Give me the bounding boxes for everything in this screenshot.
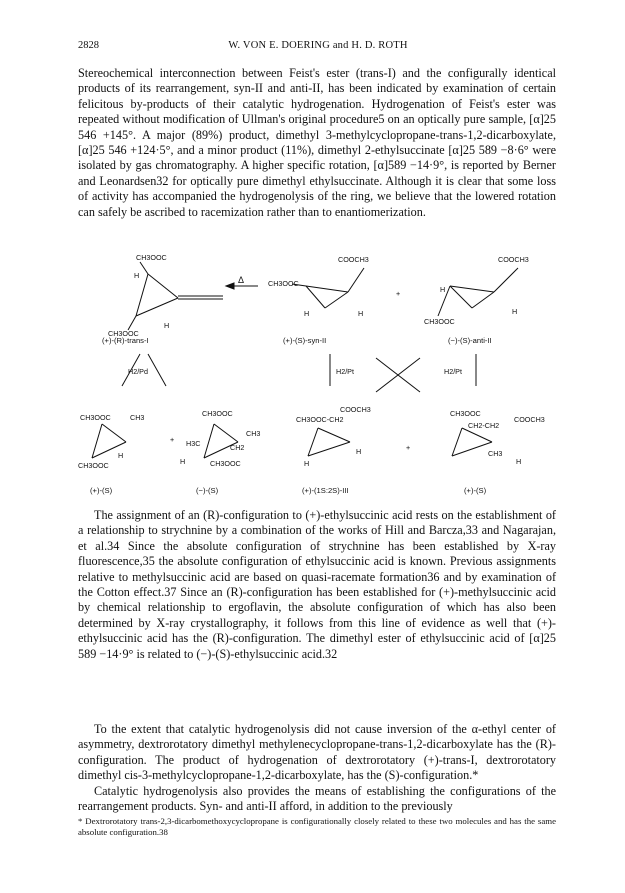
paragraph-1: Stereochemical interconnection between Feist's ester (trans-I) and the configurally identical products of its rearrangement, syn-II and anti-II, has been indicated by examination of certain felicitous by-products of their catalytic hydrogenation. Hydrogenation of Feist's ester was repeated without modification of Ullman's original procedure5 on an optically pure sample, [α]25 546 +145°. A major (89%) product, dimethyl 3-methylcyclopropane-trans-1,2-dicarboxylate, [α]25 546 +124·5°, and a minor product (11%), dimethyl 2-ethylsuccinate [α]25 589 −8·6° were isolated by gas chromatography. A higher specific rotation, [α]589 −14·9°, is reported by Berner and Leonardsen32 for optically pure dimethyl ethylsuccinate. Although it is clear that some loss of activity has accompanied the hydrogenolysis of the ring, we believe that the lowered rotation can safely be ascribed to racemization rather than to enantiomerization. <box>78 66 556 219</box>
label-h-8: H <box>180 457 186 466</box>
page-number: 2828 <box>78 40 99 51</box>
label-ch3-3: CH3 <box>488 449 503 458</box>
compound-label-trans-i: (+)-(R)-trans-I <box>102 336 149 345</box>
label-co2me-2: CH3OOC <box>108 329 139 338</box>
label-co2me-11: COOCH3 <box>340 405 371 414</box>
plus-2: + <box>170 435 175 444</box>
label-co2me-9: CH3OOC <box>202 409 233 418</box>
running-header <box>78 40 558 54</box>
label-h-6: H <box>512 307 518 316</box>
label-co2me-10: CH3OOC <box>210 459 241 468</box>
label-h-11: H <box>516 457 522 466</box>
running-head: W. VON E. DOERING and H. D. ROTH <box>228 40 408 51</box>
plus-1: + <box>396 289 401 298</box>
label-h3c: H3C <box>186 439 201 448</box>
label-ch3-1: CH3 <box>130 413 145 422</box>
paragraph-2: The assignment of an (R)-configuration to (+)-ethylsuccinic acid rests on the establishment of a relationship to strychnine by a combination of the works of Hill and Barcza,33 and Nagarajan, et al.34 Since the absolute configuration of strychnine has been established by X-ray fluorescence,35 the absolute configuration of ethylsuccinic acid is known. Previous assignments relative to methylsuccinic acid are based on quasi-racemate formation36 and by examination of the Cotton effect.37 Since an (R)-configuration has been established for (+)-methylsuccinic acid by chemical relationship to ergoflavin, the absolute configuration of which has also been determined by X-ray crystallography, it follows from this line of evidence as well that (+)-ethylsuccinic acid has the (R)-configuration. The dimethyl ester of ethylsuccinic acid of [α]25 589 −14·9° is related to (−)-(S)-ethylsuccinic acid.32 <box>78 508 556 661</box>
compound-label-bottom-1: (+)-(S) <box>90 486 113 495</box>
label-h-9: H <box>304 459 310 468</box>
reagent-h2-pt-2: H2/Pt <box>444 367 462 376</box>
label-h-7: H <box>118 451 124 460</box>
label-h-3: H <box>304 309 310 318</box>
compound-label-bottom-2: (−)-(S) <box>196 486 219 495</box>
label-co2me-3: CH3OOC <box>268 279 299 288</box>
label-co2me-4: COOCH3 <box>338 255 369 264</box>
footnote: * Dextrorotatory trans-2,3-dicarbomethoxycyclopropane is configurationally closely related to these two molecules and has the same absolute configuration.38 <box>78 816 556 837</box>
reagent-h2-pt-1: H2/Pt <box>336 367 354 376</box>
paragraph-4: Catalytic hydrogenolysis also provides the means of establishing the configurations of the rearrangement products. Syn- and anti-II afford, in addition to the previously <box>78 784 556 814</box>
compound-label-anti-ii: (−)-(S)-anti-II <box>448 336 492 345</box>
reagent-h2-pd: H2/Pd <box>128 367 148 376</box>
label-co2me-7: CH3OOC <box>80 413 111 422</box>
label-co2me-8: CH3OOC <box>78 461 109 470</box>
label-h-1: H <box>134 271 140 280</box>
label-co2me-12: CH3OOC <box>450 409 481 418</box>
label-h-5: H <box>440 285 446 294</box>
label-ester-ch2: CH3OOC-CH2 <box>296 415 344 424</box>
label-h-10: H <box>356 447 362 456</box>
compound-label-bottom-4: (+)-(S) <box>464 486 487 495</box>
label-co2me-5: COOCH3 <box>498 255 529 264</box>
label-co2me-6: CH3OOC <box>424 317 455 326</box>
reaction-scheme <box>78 246 556 504</box>
plus-3: + <box>406 443 411 452</box>
label-chain: CH2-CH2 <box>468 421 500 430</box>
compound-label-syn-ii: (+)-(S)-syn-II <box>283 336 327 345</box>
label-ch3-2: CH3 <box>246 429 261 438</box>
label-h-2: H <box>164 321 170 330</box>
label-co2me-13: COOCH3 <box>514 415 545 424</box>
label-h-4: H <box>358 309 364 318</box>
label-co2me-1: CH3OOC <box>136 253 167 262</box>
reagent-heat: Δ <box>238 275 245 285</box>
compound-label-bottom-3: (+)-(1S:2S)-III <box>302 486 349 495</box>
scheme-drawing <box>78 246 556 504</box>
label-ch2: CH2 <box>230 443 245 452</box>
paragraph-3: To the extent that catalytic hydrogenolysis did not cause inversion of the α-ethyl center of asymmetry, dextrorotatory dimethyl methylenecyclopropane-trans-1,2-dicarboxylate has the (R)-configuration. The product of hydrogenation of dextrorotatory (+)-trans-I, dextrorotatory dimethyl cis-3-methylcyclopropane-1,2-dicarboxylate, has the (S)-configuration.* <box>78 722 556 783</box>
